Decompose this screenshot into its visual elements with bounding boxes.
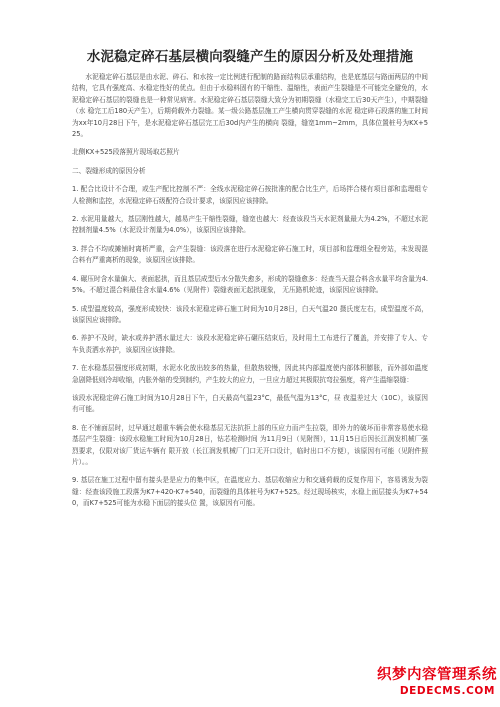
cause-item-4: 4. 碾压时含水量偏大、表面起拱，而且基层成型后水分散失愈多，形成的裂缝愈多：经查当天混合料含水量平均含量为4.5%。不超过混合料最佳含水量4.6%（见附件）裂缝表面无起拱现象， 无压路机轮迹，该原因应该排除。 <box>72 274 428 295</box>
cause-item-2: 2. 水泥用量越大，基层刚性越大，越易产生干缩性裂缝，缝宽也越大：经查该段当天水泥剂量最大为4.2%，不超过水泥控制剂量4.5%（水泥设计剂量为4.0%），该原因应该排除。 <box>72 215 428 235</box>
watermark-domain: DEDECMS.COM <box>399 685 495 697</box>
document-title: 水泥稳定碎石基层横向裂缝产生的原因分析及处理措施 <box>86 49 414 65</box>
intro-paragraph: 水泥稳定碎石基层是由水泥、碎石、和水按一定比例进行配制的路面结构层承重结构，也是底基层与路面两层的中间结构，它具有强度高、水稳定性好的优点。但由于水稳料固有的干缩性、温缩性，表面产生裂缝是不可能完全避免的，水泥稳定碎石基层的裂缝也是一种常见病害。水泥稳定碎石基层裂缝大致分为初期裂缝（水稳完工后30天产生），中期裂缝（水 稳完工后180天产生），后期荷载外力裂缝。某一级公路基层施工产生横向贯穿裂缝的水泥 稳定碎石段落的施工时间为xx年10月28日下午，是水泥稳定碎石基层完工后30d内产生的横向 裂缝，缝宽1mm~2mm，具体位置桩号为KX+525。 <box>72 73 428 139</box>
cause-item-8: 8. 在不铺面层时，过早通过超重车辆会使水稳基层无法抗拒上部的压应力而产生拉裂，即外力的破坏而非常容易使水稳基层产生裂缝：该段水稳施工时间为10月28日，钻芯检测时间 为11月9日（见附图），11月15日后因长江润发机械厂强烈要求，仅限对该厂货运车辆有 限开放（长江润发机械厂门口无开口设计，临时出口不方便），该原因有可能（见附件照 片）。。 <box>72 423 428 466</box>
cause-item-6: 6. 养护不及时，缺水或养护洒水量过大：该段水泥稳定碎石碾压结束后，及时用土工布进行了覆盖，并安排了专人、专车负责洒水养护，该原因应该排除。 <box>72 334 428 354</box>
document-body <box>72 72 428 517</box>
cause-item-5: 5. 成型温度较高，强度形成较快：该段水泥稳定碎石施工时间为10月28日，白天气温20 摄氏度左右，成型温度不高，该原因应该排除。 <box>72 304 428 324</box>
cause-item-7-detail: 该段水泥稳定碎石施工时间为10月28日下午，白天最高气温23°C，最低气温为13°C，昼 夜温差过大（10C），该原因有可能。 <box>72 393 428 414</box>
section-heading: 二、裂缝形成的原因分析 <box>72 166 146 175</box>
photo-caption: 北侧KX+525段落照片现场取芯照片 <box>72 148 180 157</box>
site-watermark <box>349 663 497 703</box>
cause-item-1: 1. 配合比设计不合理，或生产配比控制不严：全线水泥稳定碎石按批准的配合比生产，后场拌合楼有项目部和监理组专人检测和监控，水泥稳定碎石级配符合设计要求，该原因应该排除。 <box>72 185 428 205</box>
cause-item-9: 9. 基层在施工过程中留有接头是是应力的集中区，在温度应力、基层收缩应力和交通荷载的反复作用下，容易诱发为裂缝：经查该段施工段落为K7+420-K7+540，而裂缝的具体桩号为K7+525。经过现场核实，水稳上面层接头为K7+540，而K7+525可能为水稳下面层的接头位 置，该原因有可能。 <box>72 476 428 508</box>
watermark-title: 织梦内容管理系统 <box>377 667 497 683</box>
cause-item-7: 7. 在水稳基层强度形成初期，水泥水化放出较多的热量，但散热较慢，因此其内部温度使内部体积膨胀，而外部如温度急剧降低则冷却收缩，内胀外缩的受到制约，产生较大的应力，一旦应力超过其极限抗弯拉强度，将产生温缩裂缝： <box>72 364 428 384</box>
cause-item-3: 3. 拌合不均或摊铺时离析严重，会产生裂缝：该段落在进行水泥稳定碎石施工时，项目部和监理组全程旁站，未发现混合料有严重离析的现象，该原因应该排除。 <box>72 244 428 265</box>
